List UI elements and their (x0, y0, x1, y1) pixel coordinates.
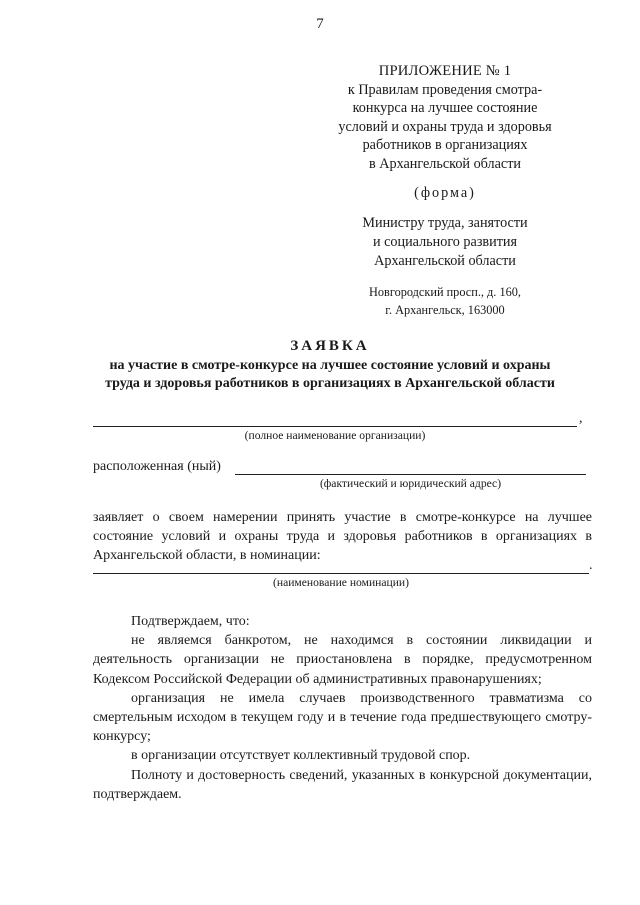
confirmation-item: в организации отсутствует коллективный трудовой спор. (131, 748, 471, 764)
document-subtitle (80, 357, 580, 394)
appendix-line: условий и охраны труда и здоровья (338, 118, 552, 135)
appendix-line: работников в организациях (362, 137, 528, 154)
location-address-caption: (фактический и юридический адрес) (319, 477, 502, 490)
confirmation-section (93, 612, 592, 804)
address-line: Новгородский просп., д. 160, (369, 285, 521, 299)
page-number: 7 (316, 16, 324, 32)
location-address-field[interactable] (235, 474, 586, 475)
organization-name-field[interactable] (93, 426, 577, 427)
organization-field-comma: , (579, 411, 583, 426)
location-label: расположенная (ный) (93, 459, 221, 474)
form-label: (форма) (414, 185, 476, 201)
appendix-line: конкурса на лучшее состояние (352, 100, 538, 117)
appendix-line: в Архангельской области (369, 155, 521, 172)
recipient-line: и социального развития (372, 234, 518, 250)
statement-paragraph: заявляет о своем намерении принять участие в смотре-конкурсе на лучшее состояние условий и охраны труда и здоровья работников в организациях в Архангельской области, в номинации: (93, 510, 592, 564)
confirmation-heading: Подтверждаем, что: (131, 614, 250, 629)
organization-name-caption: (полное наименование организации) (244, 429, 426, 442)
confirmation-item: организация не имела случаев производственного травматизма со смертельным исходом в текущем году и в течение года предшествующего смотру-конкурсу; (93, 690, 592, 745)
appendix-block (330, 62, 560, 174)
document-title: ЗАЯВКА (290, 338, 370, 354)
recipient-line: Министру труда, занятости (362, 215, 528, 231)
appendix-line: к Правилам проведения смотра- (347, 81, 543, 98)
confirmation-item: Полноту и достоверность сведений, указанных в конкурсной документации, подтверждаем. (93, 767, 592, 802)
subtitle-line: труда и здоровья работников в организациях в Архангельской области (105, 376, 555, 392)
confirmation-item: не являемся банкротом, не находимся в состоянии ликвидации и деятельность организации не приостановлена в порядке, предусмотренном Кодексом Российской Федерации об административных правонарушениях; (93, 633, 592, 687)
nomination-caption: (наименование номинации) (273, 576, 409, 589)
nomination-field-period: . (589, 558, 593, 573)
address-line: г. Архангельск, 163000 (385, 303, 505, 317)
recipient-line: Архангельской области (374, 253, 516, 269)
nomination-field[interactable] (93, 573, 589, 574)
address-block (330, 283, 560, 319)
subtitle-line: на участие в смотре-конкурсе на лучшее состояние условий и охраны (109, 358, 551, 373)
appendix-heading: ПРИЛОЖЕНИЕ № 1 (378, 63, 512, 79)
recipient-block (330, 214, 560, 271)
